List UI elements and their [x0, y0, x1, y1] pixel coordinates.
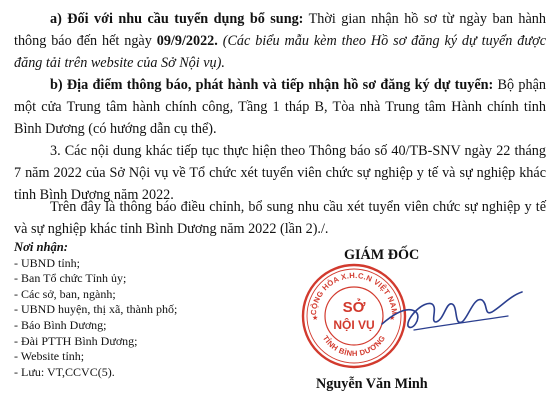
recipients-block: [14, 240, 254, 380]
paragraph-final-text: Trên đây là thông báo điều chỉnh, bổ sung nhu cầu xét tuyển viên chức sự nghiệp y tế và sự nghiệp khác tỉnh Bình Dương năm 2022 (lần 2)./.: [14, 199, 546, 237]
paragraph-b: [14, 74, 546, 140]
paragraph-a-date: 09/9/2022.: [156, 33, 218, 49]
paragraph-a-label: a) Đối với nhu cầu tuyển dụng bổ sung:: [50, 11, 304, 27]
paragraph-b-label: b) Địa điểm thông báo, phát hành và tiếp nhận hồ sơ đăng ký dự tuyển:: [50, 77, 494, 93]
seal-bottom-arc-text: TỈNH BÌNH DƯƠNG: [320, 333, 388, 359]
paragraph-a: [14, 8, 546, 74]
seal-line1: SỞ: [342, 299, 366, 316]
recipient-item: - Ban Tổ chức Tỉnh ủy;: [14, 271, 127, 286]
paragraph-b-text: Bộ phận một cửa Trung tâm hành chính công, Tầng 1 tháp B, Tòa nhà Trung tâm Hành chính tỉnh Bình Dương (có hướng dẫn cụ thể).: [14, 77, 546, 137]
recipient-item: - UBND huyện, thị xã, thành phố;: [14, 302, 178, 317]
recipients-list: [14, 256, 254, 381]
signer-name: Nguyễn Văn Minh: [316, 376, 428, 392]
recipient-item: - Các sở, ban, ngành;: [14, 286, 116, 301]
paragraph-final: [14, 196, 546, 240]
recipient-item: - UBND tỉnh;: [14, 255, 80, 270]
seal-star-right: ★: [389, 314, 396, 322]
recipient-item: - Đài PTTH Bình Dương;: [14, 333, 138, 348]
seal-star-left: ★: [312, 314, 319, 322]
seal-top-arc-text: CỘNG HÒA X.H.C.N VIỆT NAM: [308, 270, 400, 316]
recipient-item: - Báo Bình Dương;: [14, 317, 107, 332]
paragraph-3-text: Các nội dung khác tiếp tục thực hiện theo Thông báo số 40/TB-SNV ngày 22 tháng 7 năm 2022 của Sở Nội vụ về Tổ chức xét tuyển viên chức sự nghiệp y tế và sự nghiệp khác tỉnh Bình Dương năm 2022.: [14, 143, 546, 203]
paragraph-a-note: (Các biểu mẫu kèm theo Hồ sơ đăng ký dự tuyển được đăng tải trên website của Sở Nội vụ).: [14, 33, 546, 71]
recipient-item: - Website tỉnh;: [14, 349, 85, 364]
seal-line2: NỘI VỤ: [333, 318, 375, 332]
recipient-item: - Lưu: VT,CCVC(5).: [14, 364, 115, 379]
paragraph-3-number: 3.: [50, 143, 61, 159]
recipients-title: Nơi nhận:: [14, 240, 69, 254]
signer-title: GIÁM ĐỐC: [344, 247, 420, 263]
paragraph-a-text: Thời gian nhận hồ sơ từ ngày ban hành thông báo đến hết ngày: [14, 11, 546, 49]
handwritten-signature: [378, 282, 528, 352]
